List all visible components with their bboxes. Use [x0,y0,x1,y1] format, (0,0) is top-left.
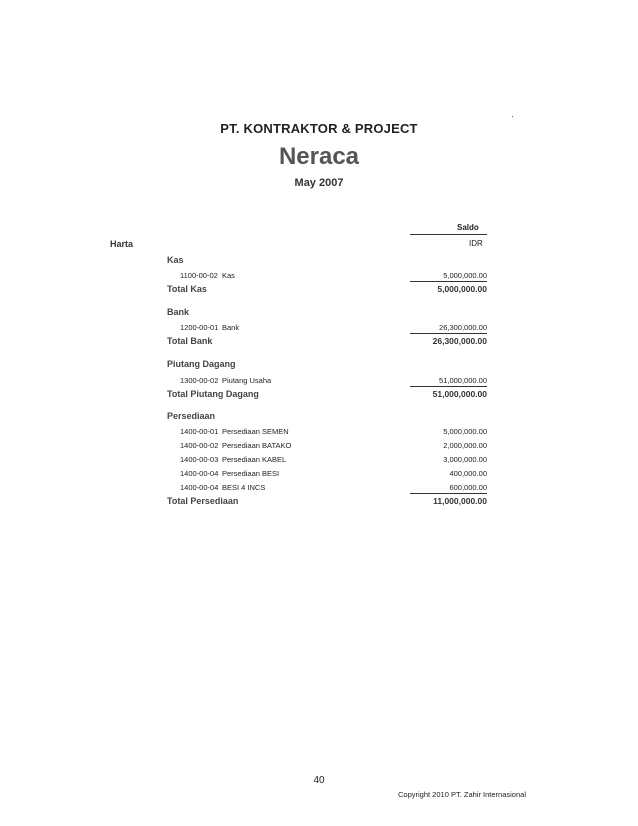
account-code: 1400-00-04 [180,469,219,478]
account-code: 1400-00-04 [180,483,219,492]
account-name: Persediaan BESI [222,469,280,478]
group-piutang-dagang: Piutang Dagang [167,359,236,369]
account-amount: 600,000.00 [449,483,487,492]
column-header-currency: IDR [469,239,483,248]
account-name: Piutang Usaha [222,376,272,385]
report-period: May 2007 [294,177,344,189]
subtotal-rule [410,386,487,387]
group-kas: Kas [167,255,184,265]
account-name: Persediaan BATAKO [222,441,292,450]
group-bank: Bank [167,307,190,317]
total-persediaan-label: Total Persediaan [167,496,239,506]
account-code: 1400-00-03 [180,455,219,464]
total-bank-label: Total Bank [167,336,213,346]
subtotal-rule [410,281,487,282]
subtotal-rule [410,333,487,334]
account-amount: 26,300,000.00 [439,323,487,332]
total-piutang-amount: 51,000,000.00 [432,389,487,399]
total-piutang-label: Total Piutang Dagang [167,389,259,399]
account-amount: 3,000,000.00 [443,455,487,464]
section-harta: Harta [110,239,134,249]
page-number: 40 [313,775,325,786]
total-persediaan-amount: 11,000,000.00 [433,496,487,506]
account-amount: 2,000,000.00 [443,441,487,450]
page-mark: . [511,109,514,120]
account-code: 1300-00-02 [180,376,219,385]
total-kas-label: Total Kas [167,284,207,294]
account-name: Persediaan KABEL [222,455,287,464]
account-name: Kas [222,271,235,280]
total-bank-amount: 26,300,000.00 [432,336,487,346]
group-persediaan: Persediaan [167,411,216,421]
account-code: 1100-00-02 [180,271,218,280]
account-code: 1400-00-01 [180,427,219,436]
subtotal-rule [410,493,487,494]
copyright-text: Copyright 2010 PT. Zahir Internasional [398,790,526,799]
account-name: Bank [222,323,240,332]
account-amount: 5,000,000.00 [443,427,487,436]
header-rule [410,234,487,235]
account-amount: 51,000,000.00 [439,376,487,385]
total-kas-amount: 5,000,000.00 [437,284,487,294]
account-name: BESI 4 INCS [222,483,266,492]
account-amount: 400,000.00 [449,469,487,478]
account-amount: 5,000,000.00 [443,271,487,280]
report-title: Neraca [278,143,360,170]
column-header-saldo: Saldo [457,223,479,232]
account-code: 1200-00-01 [180,323,219,332]
account-code: 1400-00-02 [180,441,219,450]
account-name: Persediaan SEMEN [222,427,289,436]
company-name: PT. KONTRAKTOR & PROJECT [220,121,418,136]
